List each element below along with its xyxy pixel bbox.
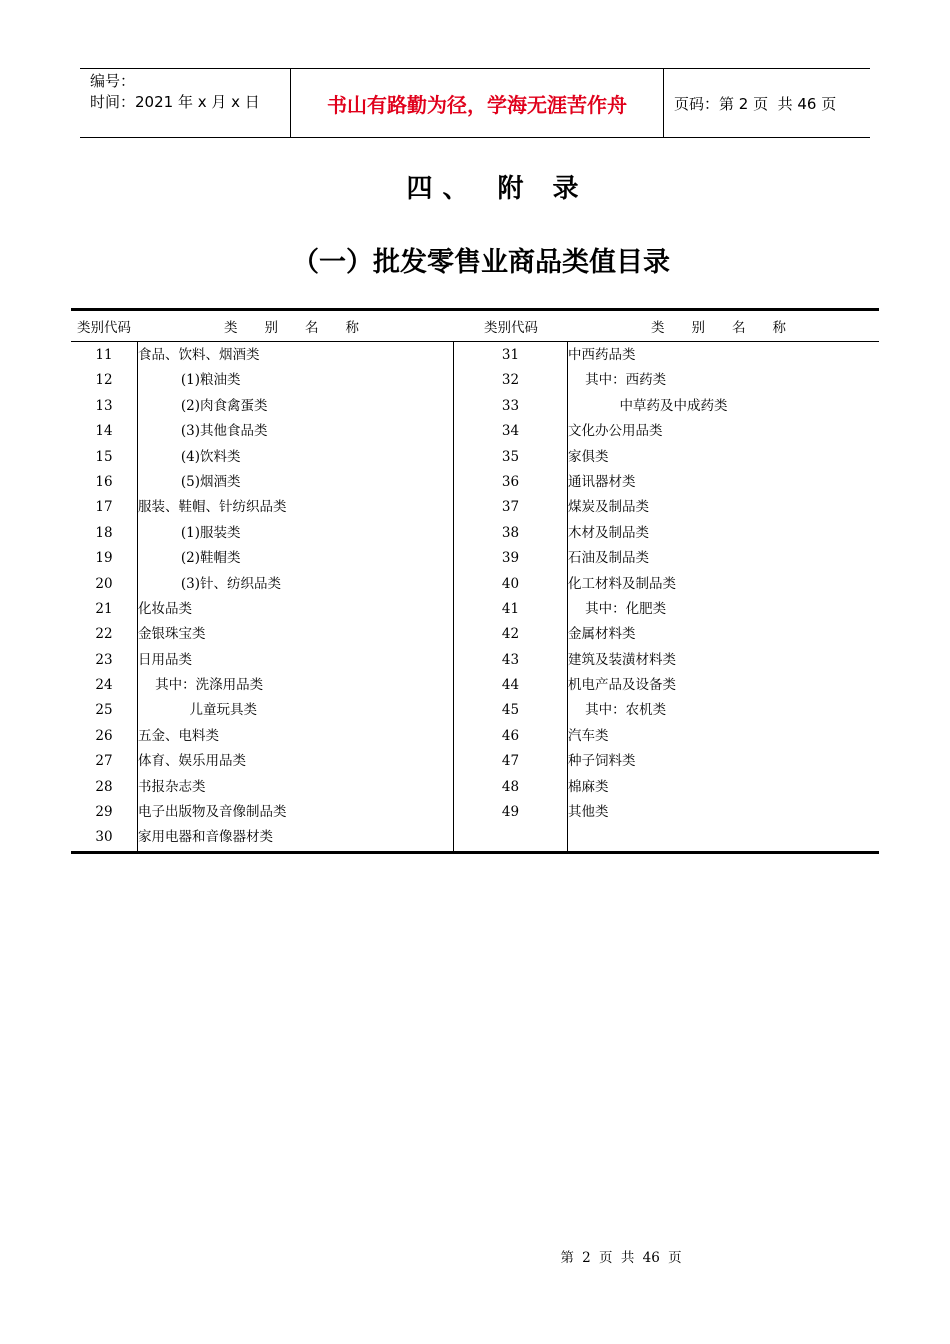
category-code: 28 — [95, 778, 113, 795]
category-name: (2)鞋帽类 — [138, 550, 241, 567]
category-name: 化妆品类 — [138, 600, 192, 617]
category-code: 29 — [95, 804, 113, 821]
category-code: 11 — [95, 347, 113, 363]
category-code: 21 — [95, 600, 113, 617]
category-code: 26 — [95, 727, 113, 744]
sub-title: （一）批发零售业商品类值目录 — [292, 247, 670, 278]
category-code: 34 — [501, 423, 520, 440]
category-code: 45 — [501, 702, 520, 719]
category-name: 文化办公用品类 — [568, 423, 663, 440]
category-code: 32 — [501, 372, 520, 389]
category-name: 种子饲料类 — [568, 753, 636, 770]
category-code: 47 — [501, 753, 520, 770]
header-page-label: 页码：第 2 页 共 46 页 — [674, 94, 837, 113]
category-code: 44 — [501, 677, 520, 694]
category-code: 23 — [95, 651, 113, 668]
category-name: 家用电器和音像器材类 — [138, 829, 273, 846]
header-meta — [80, 69, 291, 137]
category-name: 建筑及装潢材料类 — [568, 651, 676, 668]
category-name: 日用品类 — [138, 651, 192, 668]
category-code: 12 — [95, 372, 113, 389]
header-code: 类别代码 — [77, 320, 131, 336]
header-name: 类 别 名 称 — [224, 320, 359, 336]
category-code: 27 — [95, 753, 113, 770]
category-name: (5)烟酒类 — [138, 473, 241, 490]
category-code: 42 — [501, 626, 520, 643]
left-code-column — [71, 342, 138, 851]
category-code: 43 — [501, 651, 520, 668]
category-name: 儿童玩具类 — [138, 702, 257, 719]
category-code: 15 — [95, 448, 113, 465]
category-code: 17 — [95, 499, 113, 516]
category-name: 木材及制品类 — [568, 524, 649, 541]
category-code: 33 — [501, 397, 520, 414]
category-name: 石油及制品类 — [568, 550, 649, 567]
section-title: 四、 附 录 — [406, 174, 589, 204]
category-name: (2)肉食禽蛋类 — [138, 397, 268, 414]
category-name: 金属材料类 — [568, 626, 636, 643]
category-code: 22 — [95, 626, 113, 643]
category-code: 37 — [501, 499, 520, 516]
category-code: 25 — [95, 702, 113, 719]
category-name: 机电产品及设备类 — [568, 677, 676, 694]
category-name: (3)其他食品类 — [138, 423, 268, 440]
category-name: 家俱类 — [568, 448, 609, 465]
category-name: 中西药品类 — [568, 347, 636, 363]
category-name: 汽车类 — [568, 727, 609, 744]
category-name: 其中：洗涤用品类 — [138, 677, 264, 694]
category-code: 13 — [95, 397, 113, 414]
table-header — [71, 311, 879, 342]
category-name: 化工材料及制品类 — [568, 575, 676, 592]
category-name: 金银珠宝类 — [138, 626, 206, 643]
header-name-right: 类 别 名 称 — [651, 320, 786, 336]
category-code: 49 — [501, 804, 520, 821]
table-body — [71, 342, 879, 851]
category-name: 中草药及中成药类 — [568, 397, 728, 414]
header-code-right: 类别代码 — [484, 320, 538, 336]
category-name: 其中：西药类 — [568, 372, 667, 389]
left-name-column — [138, 342, 454, 851]
category-name: (3)针、纺织品类 — [138, 575, 282, 592]
page-footer: 第 2 页 共 46 页 — [560, 1250, 682, 1266]
category-code: 16 — [95, 473, 113, 490]
category-code: 30 — [95, 829, 113, 846]
category-name: 其中：化肥类 — [568, 600, 667, 617]
header-motto: 书山有路勤为径，学海无涯苦作舟 — [291, 69, 664, 137]
category-code: 14 — [95, 423, 113, 440]
category-code: 38 — [501, 524, 520, 541]
right-code-column — [454, 342, 568, 851]
category-code: 40 — [501, 575, 520, 592]
category-code: 46 — [501, 727, 520, 744]
category-code: 18 — [95, 524, 113, 541]
document-date: 时间：2021 年 x 月 x 日 — [90, 93, 260, 111]
category-name: 煤炭及制品类 — [568, 499, 649, 516]
empty-cell — [454, 825, 567, 850]
right-name-column — [568, 342, 879, 851]
document-number: 编号： — [90, 72, 136, 90]
empty-cell — [568, 825, 879, 850]
category-name: 电子出版物及音像制品类 — [138, 804, 287, 821]
category-code: 48 — [501, 778, 520, 795]
category-code: 20 — [95, 575, 113, 592]
category-code: 19 — [95, 550, 113, 567]
category-code: 31 — [501, 347, 520, 363]
category-code: 39 — [501, 550, 520, 567]
category-code: 24 — [95, 677, 113, 694]
page-header — [80, 68, 870, 138]
category-name: 食品、饮料、烟酒类 — [138, 347, 260, 363]
category-name: 其他类 — [568, 804, 609, 821]
category-name: (1)服装类 — [138, 524, 241, 541]
category-name: 服装、鞋帽、针纺织品类 — [138, 499, 287, 516]
category-code: 35 — [501, 448, 520, 465]
category-code: 41 — [501, 600, 520, 617]
category-name: 书报杂志类 — [138, 778, 206, 795]
category-name: 通讯器材类 — [568, 473, 636, 490]
category-table — [71, 308, 879, 854]
category-name: 其中：农机类 — [568, 702, 667, 719]
category-code: 36 — [501, 473, 520, 490]
category-name: (4)饮料类 — [138, 448, 241, 465]
category-name: 棉麻类 — [568, 778, 609, 795]
category-name: (1)粮油类 — [138, 372, 241, 389]
category-name: 五金、电料类 — [138, 727, 219, 744]
header-page-info — [664, 69, 870, 137]
category-name: 体育、娱乐用品类 — [138, 753, 246, 770]
